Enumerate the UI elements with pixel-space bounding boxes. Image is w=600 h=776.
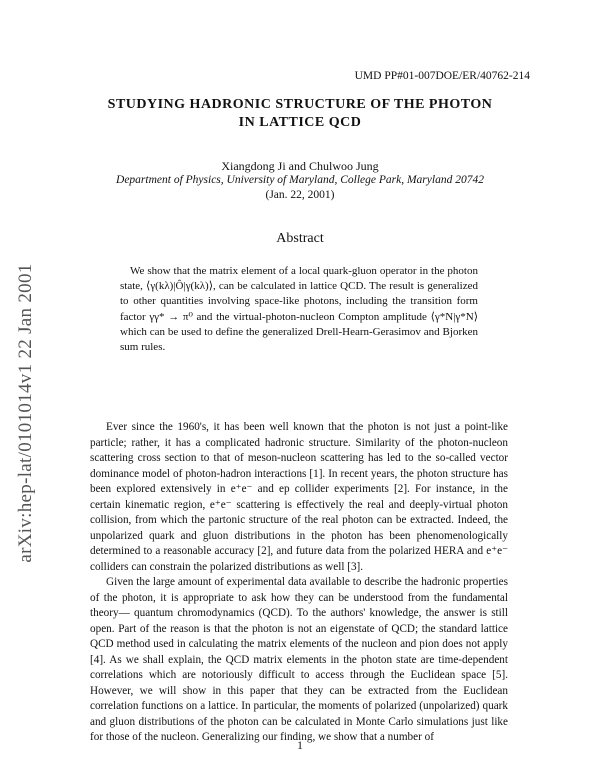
report-number: UMD PP#01-007DOE/ER/40762-214 xyxy=(354,70,530,82)
page-number: 1 xyxy=(297,740,303,752)
arxiv-id: arXiv:hep-lat/0101014v1 22 Jan 2001 xyxy=(15,263,36,563)
abstract-text: We show that the matrix element of a local quark-gluon operator in the photon state, ⟨γ(kλ)|Ô|γ(kλ)⟩, can be calculated in lattice QCD. The result is generalized to other quantities involving space-like photons, including the transition form factor γγ* → π⁰ and the virtual-photon-nucleon Compton amplitude ⟨γ*N|γ*N⟩ which can be used to define the generalized Drell-Hearn-Gerasimov and Bjorken sum rules. xyxy=(120,265,478,354)
paragraph-2: Given the large amount of experimental data available to describe the hadronic properties of the photon, it is appropriate to ask how they can be understood from the fundamental theory— quantum chromodynamics (QCD). To the authors' knowledge, the answer is still open. Part of the reason is that the photon is not an eigenstate of QCD; the standard lattice QCD method used in calculating the matrix elements of the nucleon and pion does not apply [4]. As we shall explain, the QCD matrix elements in the photon state are time-dependent correlations which are notoriously difficult to access through the Euclidean space [5]. However, we will show in this paper that they can be extracted from the Euclidean correlation functions on a lattice. In particular, the moments of polarized (unpolarized) quark and gluon distributions of the photon can be calculated in Monte Carlo simulations just like for those of the nucleon. Generalizing our finding, we show that a number of xyxy=(90,576,508,743)
affiliation: Department of Physics, University of Maryland, College Park, Maryland 20742 xyxy=(116,174,484,186)
authors: Xiangdong Ji and Chulwoo Jung xyxy=(221,159,379,173)
date: (Jan. 22, 2001) xyxy=(265,189,335,201)
paragraph-1: Ever since the 1960's, it has been well known that the photon is not just a point-like particle; rather, it has a complicated hadronic structure. Similarity of the photon-nucleon scattering cross section to that of meson-nucleon scattering has led to the so-called vector dominance model of photon-hadron interactions [1]. In recent years, the photon structure has been explored extensively in e⁺e⁻ and ep collider experiments [2]. For instance, in the certain kinematic region, e⁺e⁻ scattering is effectively the real and deeply-virtual photon collision, from which the partonic structure of the real photon can be extracted. Indeed, the unpolarized quark and gluon distributions in the photon has been phenomenologically determined to a reasonable accuracy [2], and future data from the polarized HERA and e⁺e⁻ colliders can constrain the polarized distributions as well [3]. xyxy=(90,421,508,573)
title-line-2: IN LATTICE QCD xyxy=(238,115,362,130)
title-line-1: STUDYING HADRONIC STRUCTURE OF THE PHOTON xyxy=(107,97,493,112)
abstract-heading: Abstract xyxy=(276,231,324,246)
body-text xyxy=(90,420,508,746)
arxiv-sidebar-stamp xyxy=(6,208,46,618)
paper-title xyxy=(90,96,510,132)
